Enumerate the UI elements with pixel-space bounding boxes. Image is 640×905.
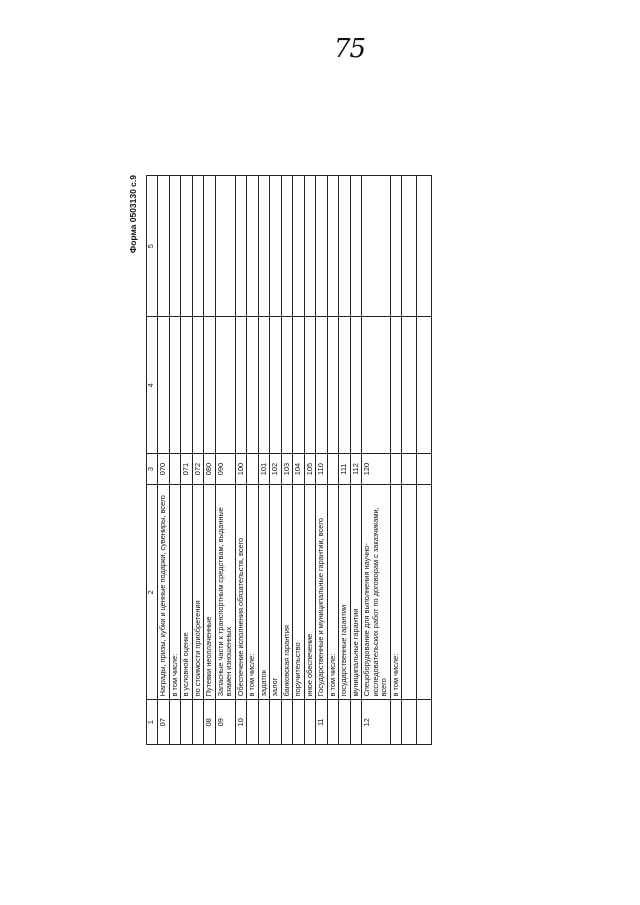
row-code: 112 <box>350 454 362 485</box>
row-name: банковская гарантия <box>281 485 293 700</box>
value-cell <box>181 317 193 454</box>
row-name: муниципальные гарантии <box>350 485 362 700</box>
report-sheet <box>128 175 596 745</box>
table-row <box>270 176 282 745</box>
table-row <box>204 176 216 745</box>
table-row <box>339 176 351 745</box>
row-name: в том числе: <box>247 485 259 700</box>
row-code: 070 <box>158 454 170 485</box>
row-code <box>417 454 432 485</box>
row-code: 120 <box>362 454 391 485</box>
row-name: поручительство <box>293 485 305 700</box>
value-cell <box>350 317 362 454</box>
value-cell <box>192 176 204 317</box>
value-cell <box>417 317 432 454</box>
table-row <box>181 176 193 745</box>
value-cell <box>339 176 351 317</box>
row-number <box>417 700 432 745</box>
table-row <box>417 176 432 745</box>
table-row <box>304 176 316 745</box>
row-name: по стоимости приобретения <box>192 485 204 700</box>
value-cell <box>215 176 235 317</box>
row-number <box>339 700 351 745</box>
row-number <box>350 700 362 745</box>
row-name: в том числе: <box>169 485 181 700</box>
table-row <box>402 176 417 745</box>
row-code: 110 <box>316 454 328 485</box>
row-code: 102 <box>270 454 282 485</box>
form-code: Форма 0503130 с.9 <box>128 175 138 254</box>
table-row <box>327 176 339 745</box>
row-code: 071 <box>181 454 193 485</box>
value-cell <box>247 176 259 317</box>
value-cell <box>258 317 270 454</box>
value-cell <box>204 317 216 454</box>
value-cell <box>304 317 316 454</box>
row-code: 111 <box>339 454 351 485</box>
table-row <box>169 176 181 745</box>
value-cell <box>293 317 305 454</box>
table-row <box>293 176 305 745</box>
table-row <box>215 176 235 745</box>
value-cell <box>204 176 216 317</box>
value-cell <box>258 176 270 317</box>
value-cell <box>350 176 362 317</box>
column-header-1: 1 <box>147 700 158 745</box>
row-name: Награды, призы, кубки и ценные подарки, сувениры, всего <box>158 485 170 700</box>
column-header-4: 4 <box>147 317 158 454</box>
value-cell <box>362 176 391 317</box>
table-row <box>362 176 391 745</box>
table-row <box>247 176 259 745</box>
table-row <box>258 176 270 745</box>
column-header-2: 2 <box>147 485 158 700</box>
value-cell <box>235 317 247 454</box>
row-name: Спецоборудование для выполнения научно-исследовательских работ по договорам с заказчиками, всего <box>362 485 391 700</box>
value-cell <box>158 317 170 454</box>
row-name: иное обеспечение <box>304 485 316 700</box>
value-cell <box>417 176 432 317</box>
row-name: в том числе: <box>390 485 402 700</box>
row-number <box>258 700 270 745</box>
row-name: Запасные части к транспортным средствам, выданные взамен изношенных <box>215 485 235 700</box>
row-code: 100 <box>235 454 247 485</box>
row-number <box>281 700 293 745</box>
row-code: 105 <box>304 454 316 485</box>
value-cell <box>169 176 181 317</box>
row-number: 08 <box>204 700 216 745</box>
value-cell <box>281 317 293 454</box>
value-cell <box>402 317 417 454</box>
value-cell <box>327 317 339 454</box>
table-row <box>350 176 362 745</box>
row-number <box>181 700 193 745</box>
value-cell <box>339 317 351 454</box>
row-name <box>417 485 432 700</box>
row-number: 12 <box>362 700 391 745</box>
column-header-5: 5 <box>147 176 158 317</box>
value-cell <box>316 317 328 454</box>
column-header-3: 3 <box>147 454 158 485</box>
value-cell <box>402 176 417 317</box>
row-name: задаток <box>258 485 270 700</box>
row-number: 09 <box>215 700 235 745</box>
row-number: 10 <box>235 700 247 745</box>
value-cell <box>247 317 259 454</box>
row-code: 080 <box>204 454 216 485</box>
value-cell <box>390 176 402 317</box>
row-number <box>192 700 204 745</box>
row-name: в том числе: <box>327 485 339 700</box>
row-code: 101 <box>258 454 270 485</box>
value-cell <box>304 176 316 317</box>
row-number <box>247 700 259 745</box>
row-number <box>327 700 339 745</box>
row-code: 072 <box>192 454 204 485</box>
row-number: 07 <box>158 700 170 745</box>
row-name: в условной оценке <box>181 485 193 700</box>
value-cell <box>181 176 193 317</box>
value-cell <box>327 176 339 317</box>
row-code <box>402 454 417 485</box>
row-name: государственные гарантии <box>339 485 351 700</box>
row-name: Государственные и муниципальные гарантии, всего <box>316 485 328 700</box>
page-number: 75 <box>334 34 366 64</box>
row-number <box>304 700 316 745</box>
row-name: залог <box>270 485 282 700</box>
row-name: Путевки неоплаченные <box>204 485 216 700</box>
value-cell <box>270 317 282 454</box>
table-row <box>281 176 293 745</box>
row-code: 090 <box>215 454 235 485</box>
value-cell <box>270 176 282 317</box>
table-row <box>390 176 402 745</box>
row-code: 104 <box>293 454 305 485</box>
value-cell <box>158 176 170 317</box>
value-cell <box>169 317 181 454</box>
row-name: Обеспечение исполнения обязательств, всего <box>235 485 247 700</box>
value-cell <box>316 176 328 317</box>
table-row <box>158 176 170 745</box>
row-number: 11 <box>316 700 328 745</box>
value-cell <box>192 317 204 454</box>
table-row <box>192 176 204 745</box>
row-number <box>402 700 417 745</box>
value-cell <box>235 176 247 317</box>
value-cell <box>215 317 235 454</box>
row-number <box>169 700 181 745</box>
value-cell <box>281 176 293 317</box>
table-row <box>316 176 328 745</box>
table-row <box>235 176 247 745</box>
report-table <box>146 175 432 745</box>
value-cell <box>362 317 391 454</box>
row-number <box>293 700 305 745</box>
row-name <box>402 485 417 700</box>
row-code <box>247 454 259 485</box>
row-code <box>169 454 181 485</box>
table-header-row <box>147 176 158 745</box>
value-cell <box>390 317 402 454</box>
row-code: 103 <box>281 454 293 485</box>
row-number <box>270 700 282 745</box>
row-code <box>327 454 339 485</box>
value-cell <box>293 176 305 317</box>
row-number <box>390 700 402 745</box>
row-code <box>390 454 402 485</box>
